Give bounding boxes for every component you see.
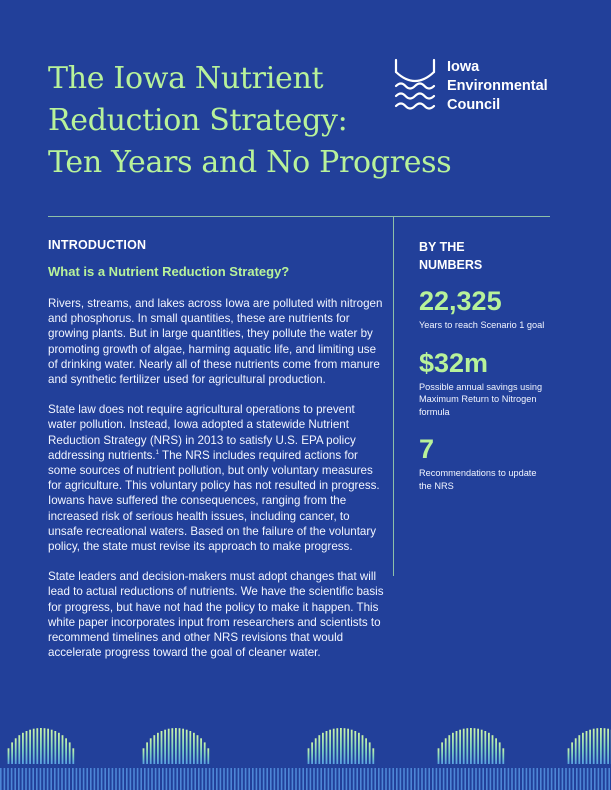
footer-stripe [173, 768, 175, 790]
footer-stripe [270, 768, 272, 790]
footer-stripe [176, 768, 178, 790]
footer-stripe [565, 768, 567, 790]
footer-stripe [252, 768, 254, 790]
footer-stripe [590, 768, 592, 790]
footer-stripe [245, 768, 247, 790]
footer-stripe [351, 730, 353, 764]
footer-stripe [385, 768, 387, 790]
organization-logo [393, 58, 563, 122]
footer-stripe [461, 768, 463, 790]
footer-stripe [151, 768, 153, 790]
footer-stripe [464, 768, 466, 790]
footer-stripe [360, 768, 362, 790]
footer-stripe [356, 768, 358, 790]
footer-stripe [317, 768, 319, 790]
footer-stripe [101, 768, 103, 790]
footer-stripe [104, 768, 106, 790]
footer-stripe [302, 768, 304, 790]
footer-stripe [486, 768, 488, 790]
sidebar-heading [419, 238, 549, 274]
footer-stripe [353, 768, 355, 790]
footer-stripe [216, 768, 218, 790]
footer-stripe [68, 768, 70, 790]
footer-stripe [189, 731, 191, 764]
footer-stripe [311, 742, 313, 764]
footer-stripe [14, 768, 16, 790]
footer-stripe [540, 768, 542, 790]
footer-stripe [421, 768, 423, 790]
footer-stripe [605, 768, 607, 790]
footer-stripe [326, 731, 328, 764]
footer-stripe [133, 768, 135, 790]
footer-stripe [274, 768, 276, 790]
title-line: Reduction Strategy: [48, 103, 348, 138]
footer-stripe [601, 768, 603, 790]
footer-stripe [407, 768, 409, 790]
footer-stripe [604, 728, 606, 764]
footer-stripe [18, 768, 20, 790]
footer-stripe [22, 733, 24, 764]
footer-stripe [26, 731, 28, 764]
footer-stripe [184, 768, 186, 790]
footer-stripe [32, 768, 34, 790]
footer-stripe [499, 742, 501, 764]
footer-stripe [333, 729, 335, 764]
footer-stripe [197, 735, 199, 764]
footer-stripe [54, 768, 56, 790]
title-line: Ten Years and No Progress [48, 145, 452, 180]
logo-text-line: Environmental [447, 78, 548, 94]
footer-stripe [490, 768, 492, 790]
footer-stripe [61, 768, 63, 790]
footer-stripe [122, 768, 124, 790]
footer-stripe [7, 768, 9, 790]
footer-stripe [36, 728, 38, 764]
footer-stripe [354, 731, 356, 764]
footer-stripe [51, 730, 53, 764]
footer-stripe [47, 729, 49, 764]
stat-value: 7 [419, 434, 435, 464]
footer-stripe [153, 735, 155, 764]
footer-stripe [344, 728, 346, 764]
decorative-footer-pattern [0, 726, 611, 790]
footer-stripe [511, 768, 513, 790]
footer-stripe [515, 768, 517, 790]
footer-stripe [241, 768, 243, 790]
footer-stripe [571, 742, 573, 764]
footer-stripe [336, 728, 338, 764]
footer-stripe [44, 728, 46, 764]
footer-stripe [558, 768, 560, 790]
sidebar-heading-line: NUMBERS [419, 258, 483, 272]
intro-paragraph [48, 402, 384, 554]
footer-stripe [322, 733, 324, 764]
intro-paragraph: Rivers, streams, and lakes across Iowa are polluted with nitrogen and phosphorus. In small quantities, these are nutrients for growing plants. But in large quantities, they pollute the water by promoting growth of algae, harming aquatic life, and limiting use of drinking water. Nearly all of these nutrients come from manure and synthetic fertilizer used for agricultural production. [48, 297, 383, 387]
footer-stripe [488, 733, 490, 764]
footer-stripe [554, 768, 556, 790]
logo-wordmark [447, 58, 548, 115]
footer-stripe [324, 768, 326, 790]
footer-stripe [410, 768, 412, 790]
footer-stripe [69, 742, 71, 764]
footer-stripe [593, 729, 595, 764]
footer-stripe [468, 768, 470, 790]
footer-stripe [162, 768, 164, 790]
footer-stripe [508, 768, 510, 790]
footer-stripe [0, 768, 2, 790]
footer-stripe [65, 768, 67, 790]
footer-stripe [450, 768, 452, 790]
waves-logo-icon [393, 58, 437, 120]
footer-stripe [518, 768, 520, 790]
footnote-marker: 1 [155, 449, 159, 456]
footer-stripe [292, 768, 294, 790]
footer-stripe [502, 748, 504, 764]
footer-stripe [238, 768, 240, 790]
footer-stripe [335, 768, 337, 790]
footer-stripe [308, 748, 310, 764]
footer-stripe [484, 731, 486, 764]
footer-stripe [227, 768, 229, 790]
footer-stripe [72, 768, 74, 790]
footer-stripe [338, 768, 340, 790]
footer-stripe [493, 768, 495, 790]
footer-stripe [526, 768, 528, 790]
footer-stripe [277, 768, 279, 790]
footer-stripe [340, 728, 342, 764]
footer-stripe [25, 768, 27, 790]
footer-stripe [466, 728, 468, 764]
footer-stripe [562, 768, 564, 790]
footer-stripe [378, 768, 380, 790]
footer-stripe [295, 768, 297, 790]
by-the-numbers-sidebar [419, 238, 549, 506]
footer-stripe [389, 768, 391, 790]
footer-stripe [364, 768, 366, 790]
footer-stripe [576, 768, 578, 790]
footer-stripe [202, 768, 204, 790]
title-line: The Iowa Nutrient [48, 61, 324, 96]
footer-stripe [477, 729, 479, 764]
footer-stripe [119, 768, 121, 790]
footer-stripe [371, 768, 373, 790]
footer-stripe [446, 768, 448, 790]
stat-value: $32m [419, 347, 489, 378]
logo-text-line: Iowa [447, 59, 480, 75]
footer-stripe [349, 768, 351, 790]
intro-paragraph: State leaders and decision-makers must adopt changes that will lead to actual reductions of nutrients. We have the scientific basis for progress, but have not had the policy to make it happen. This white paper incorporates input from researchers and scientists to recommend timelines and other NRS revisions that would accelerate progress toward the goal of cleaner water. [48, 570, 384, 660]
footer-stripe [155, 768, 157, 790]
footer-stripe [281, 768, 283, 790]
footer-stripe [161, 731, 163, 764]
footer-stripe [94, 768, 96, 790]
footer-stripe [148, 768, 150, 790]
footer-stripe [331, 768, 333, 790]
footer-stripe [362, 735, 364, 764]
footer-stripe [223, 768, 225, 790]
footer-stripe [439, 768, 441, 790]
footer-stripe [596, 728, 598, 764]
footer-stripe [482, 768, 484, 790]
footer-stripe [22, 768, 24, 790]
footer-stripe [11, 768, 13, 790]
footer-stripe [580, 768, 582, 790]
footer-stripe [452, 733, 454, 764]
footer-stripe [432, 768, 434, 790]
footer-stripe [79, 768, 81, 790]
footer-stripe [166, 768, 168, 790]
footer-stripe [40, 768, 42, 790]
footer-stripe [86, 768, 88, 790]
footer-stripe [144, 768, 146, 790]
footer-stripe [200, 738, 202, 764]
footer-stripe [365, 738, 367, 764]
footer-stripe [108, 768, 110, 790]
stat-block [419, 432, 549, 492]
footer-stripe [143, 748, 145, 764]
footer-stripe [58, 768, 60, 790]
footer-stripe [598, 768, 600, 790]
footer-stripe [266, 768, 268, 790]
footer-stripe [256, 768, 258, 790]
footer-stripe [582, 733, 584, 764]
footer-stripe [29, 730, 31, 764]
introduction-section [48, 238, 384, 675]
footer-stripe [180, 768, 182, 790]
footer-stripe [320, 768, 322, 790]
footer-stripe [495, 738, 497, 764]
footer-stripe [182, 729, 184, 764]
footer-stripe [475, 768, 477, 790]
footer-stripe [551, 768, 553, 790]
footer-stripe [234, 768, 236, 790]
footer-stripe [198, 768, 200, 790]
footer-stripe [11, 742, 13, 764]
footer-stripe [504, 768, 506, 790]
footer-stripe [186, 730, 188, 764]
footer-stripe [587, 768, 589, 790]
paragraph-text: State law does not require agricultural operations to prevent water pollution. Instead, Iowa adopted a statewide Nutrient Reduction Strategy (NRS) in 2013 to satisfy U.S. EPA policy addressing nutrients. [48, 403, 356, 462]
footer-stripe [212, 768, 214, 790]
footer-stripe [463, 729, 465, 764]
footer-stripe [137, 768, 139, 790]
footer-stripe [425, 768, 427, 790]
footer-stripe [470, 728, 472, 764]
horizontal-divider [48, 216, 550, 217]
footer-stripe [529, 768, 531, 790]
footer-stripe [418, 768, 420, 790]
footer-stripe [318, 735, 320, 764]
section-subheading: What is a Nutrient Reduction Strategy? [48, 264, 290, 279]
footer-stripe [58, 733, 60, 764]
footer-stripe [36, 768, 38, 790]
footer-stripe [50, 768, 52, 790]
footer-stripe [15, 738, 17, 764]
footer-stripe [445, 738, 447, 764]
footer-stripe [175, 728, 177, 764]
footer-stripe [230, 768, 232, 790]
footer-stripe [547, 768, 549, 790]
footer-stripe [369, 742, 371, 764]
footer-stripe [171, 728, 173, 764]
footer-stripe [403, 768, 405, 790]
footer-stripe [146, 742, 148, 764]
footer-stripe [441, 742, 443, 764]
footer-stripe [583, 768, 585, 790]
footer-stripe [544, 768, 546, 790]
footer-stripe [306, 768, 308, 790]
footer-stripe [112, 768, 114, 790]
footer-stripe [130, 768, 132, 790]
footer-stripe [586, 731, 588, 764]
footer-stripe [259, 768, 261, 790]
footer-stripe [372, 748, 374, 764]
footer-stripe [346, 768, 348, 790]
logo-text-line: Council [447, 97, 501, 113]
footer-stripe [209, 768, 211, 790]
footer-stripe [284, 768, 286, 790]
footer-stripe [608, 768, 610, 790]
footer-stripe [179, 728, 181, 764]
footer-stripe [310, 768, 312, 790]
footer-stripe [33, 729, 35, 764]
section-heading: INTRODUCTION [48, 238, 147, 252]
footer-stripe [187, 768, 189, 790]
footer-stripe [288, 768, 290, 790]
footer-stripe [522, 768, 524, 790]
footer-stripe [474, 728, 476, 764]
stat-block [419, 346, 549, 419]
footer-stripe [54, 731, 56, 764]
footer-stripe [164, 730, 166, 764]
footer-stripe [457, 768, 459, 790]
stat-description: Recommendations to update the NRS [419, 468, 537, 491]
footer-stripe [358, 733, 360, 764]
footer-stripe [90, 768, 92, 790]
footer-stripe [600, 728, 602, 764]
footer-stripe [313, 768, 315, 790]
stat-description: Years to reach Scenario 1 goal [419, 320, 545, 330]
footer-stripe [76, 768, 78, 790]
footer-stripe [157, 733, 159, 764]
vertical-divider [393, 216, 394, 576]
footer-stripe [607, 729, 609, 764]
footer-stripe [65, 738, 67, 764]
footer-stripe [168, 729, 170, 764]
footer-stripe [382, 768, 384, 790]
footer-stripe [472, 768, 474, 790]
footer-stripe [454, 768, 456, 790]
footer-stripe [392, 768, 394, 790]
footer-stripe [97, 768, 99, 790]
footer-stripe [396, 768, 398, 790]
footer-stripe [47, 768, 49, 790]
stat-block [419, 284, 549, 332]
footer-stripe [367, 768, 369, 790]
footer-stripe [347, 729, 349, 764]
footer-stripe [204, 742, 206, 764]
footer-stripe [220, 768, 222, 790]
footer-stripe [414, 768, 416, 790]
footer-stripe [328, 768, 330, 790]
footer-stripe [4, 768, 6, 790]
stat-description: Possible annual savings using Maximum Return to Nitrogen formula [419, 381, 543, 417]
footer-stripe [374, 768, 376, 790]
footer-stripe [18, 735, 20, 764]
footer-stripe [194, 768, 196, 790]
footer-stripe [207, 748, 209, 764]
footer-stripe [8, 748, 10, 764]
footer-stripe [443, 768, 445, 790]
footer-stripe [158, 768, 160, 790]
footer-stripe [72, 748, 74, 764]
footer-stripe [29, 768, 31, 790]
footer-stripe [150, 738, 152, 764]
footer-stripe [400, 768, 402, 790]
footer-stripe [193, 733, 195, 764]
footer-stripe [115, 768, 117, 790]
footer-stripe [62, 735, 64, 764]
footer-stripe [492, 735, 494, 764]
stat-value: 22,325 [419, 286, 502, 316]
footer-stripe [436, 768, 438, 790]
footer-stripe [169, 768, 171, 790]
footer-stripe [497, 768, 499, 790]
footer-stripe [126, 768, 128, 790]
footer-stripe [40, 728, 42, 764]
footer-stripe [572, 768, 574, 790]
footer-stripe [428, 768, 430, 790]
footer-stripe [589, 730, 591, 764]
footer-stripe [459, 730, 461, 764]
footer-stripe [500, 768, 502, 790]
footer-stripe [140, 768, 142, 790]
footer-stripe [43, 768, 45, 790]
footer-stripe [479, 768, 481, 790]
sidebar-heading-line: BY THE [419, 240, 465, 254]
footer-stripe [568, 748, 570, 764]
footer-stripe [248, 768, 250, 790]
footer-stripe [578, 735, 580, 764]
footer-stripe [299, 768, 301, 790]
footer-stripe [533, 768, 535, 790]
footer-stripe [205, 768, 207, 790]
footer-stripe [575, 738, 577, 764]
footer-stripe [438, 748, 440, 764]
footer-stripe [536, 768, 538, 790]
footer-stripe [448, 735, 450, 764]
footer-stripe [569, 768, 571, 790]
footer-stripe [83, 768, 85, 790]
footer-stripe [594, 768, 596, 790]
footer-stripe [456, 731, 458, 764]
footer-stripe [329, 730, 331, 764]
paragraph-text: The NRS includes required actions for some sources of nutrient pollution, but only voluntary measures for agriculture. This voluntary policy has not resulted in progress. Iowans have suffered the consequences, ranging from the increased risk of serious health issues, including cancer, to unsafe recreational waters. Based on the failure of the voluntary policy, the state must revise its approach to make progress. [48, 448, 380, 554]
footer-stripe [342, 768, 344, 790]
footer-stripe [481, 730, 483, 764]
footer-stripe [263, 768, 265, 790]
footer-stripe [191, 768, 193, 790]
footer-stripe [315, 738, 317, 764]
